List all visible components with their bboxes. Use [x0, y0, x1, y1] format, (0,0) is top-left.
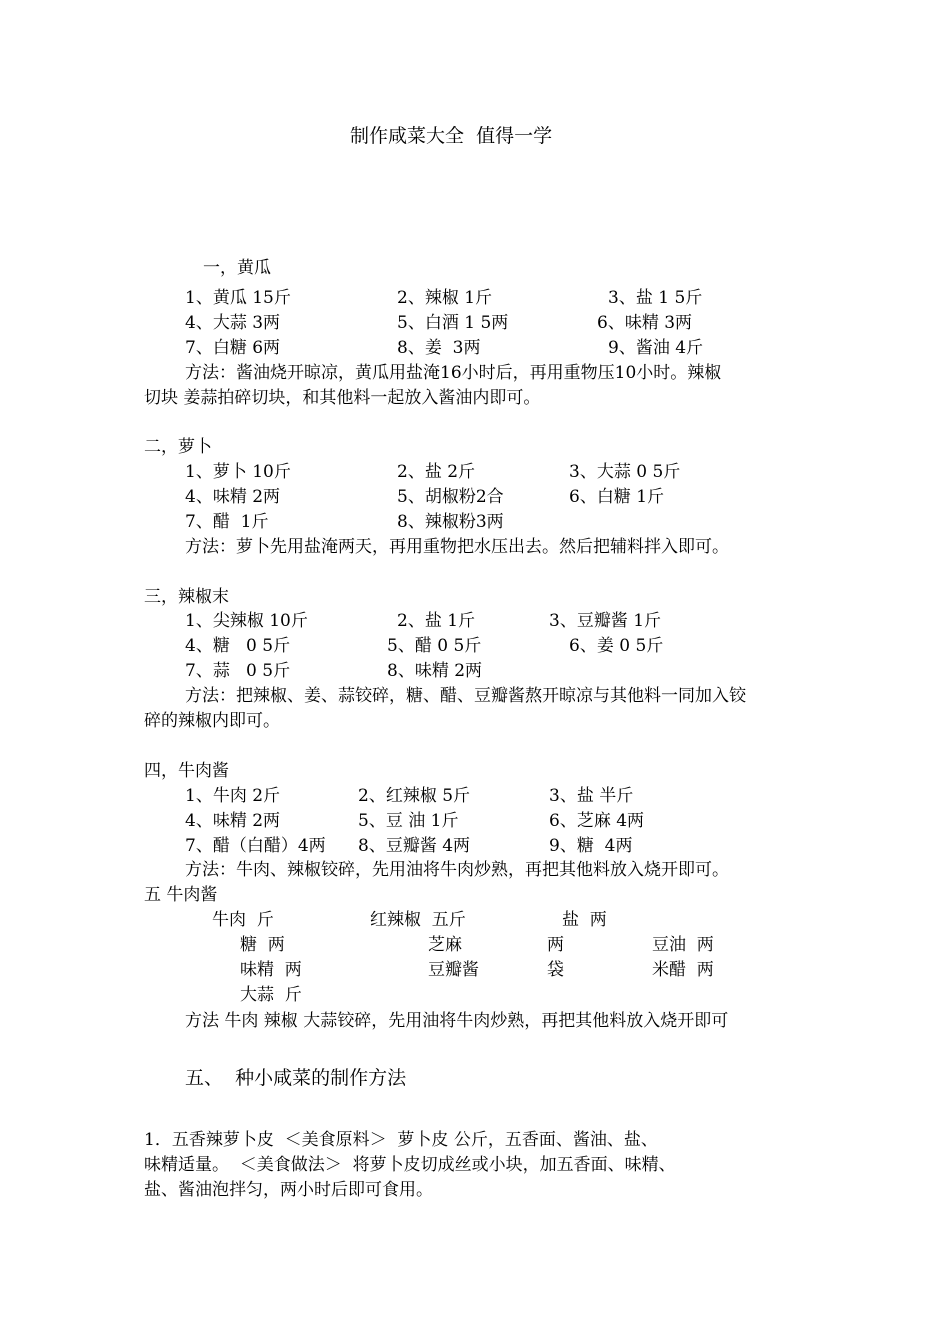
ingredient-item: 8、姜 3两 — [397, 338, 481, 358]
ingredient-item: 1、黄瓜 15斤 — [185, 288, 291, 308]
ingredient-item: 6、芝麻 4两 — [549, 811, 645, 831]
ingredient-item: 1、尖辣椒 10斤 — [185, 611, 308, 631]
ingredient-item: 3、盐 半斤 — [549, 786, 634, 806]
section-heading: 一，黄瓜 — [203, 258, 271, 278]
ingredient-item: 6、姜 0 5斤 — [569, 636, 664, 656]
ingredient-item: 两 — [547, 935, 564, 955]
section-heading: 五 牛肉酱 — [144, 885, 218, 905]
method-text: 方法：牛肉、辣椒铰碎，先用油将牛肉炒熟，再把其他料放入烧开即可。 — [185, 860, 729, 880]
ingredient-item: 6、白糖 1斤 — [569, 487, 665, 507]
ingredient-item: 红辣椒 五斤 — [370, 910, 466, 930]
recipe-text: 1．五香辣萝卜皮 ＜美食原料＞ 萝卜皮 公斤，五香面、酱油、盐、 — [144, 1130, 658, 1150]
ingredient-item: 糖 两 — [240, 935, 285, 955]
method-text: 方法：萝卜先用盐淹两天，再用重物把水压出去。然后把辅料拌入即可。 — [185, 537, 729, 557]
ingredient-item: 2、红辣椒 5斤 — [358, 786, 471, 806]
ingredient-item: 3、豆瓣酱 1斤 — [549, 611, 662, 631]
ingredient-item: 5、豆 油 1斤 — [358, 811, 459, 831]
ingredient-item: 6、味精 3两 — [597, 313, 693, 333]
ingredient-item: 2、辣椒 1斤 — [397, 288, 493, 308]
page-title: 制作咸菜大全 值得一学 — [350, 125, 553, 147]
ingredient-item: 5、胡椒粉2合 — [397, 487, 504, 507]
section-heading: 五、 种小咸菜的制作方法 — [185, 1067, 407, 1089]
ingredient-item: 盐 两 — [562, 910, 607, 930]
ingredient-item: 4、糖 0 5斤 — [185, 636, 291, 656]
ingredient-item: 7、蒜 0 5斤 — [185, 661, 291, 681]
ingredient-item: 豆瓣酱 — [428, 960, 479, 980]
recipe-text: 味精适量。 ＜美食做法＞ 将萝卜皮切成丝或小块，加五香面、味精、 — [144, 1155, 676, 1175]
ingredient-item: 2、盐 2斤 — [397, 462, 476, 482]
ingredient-item: 7、醋（白醋）4两 — [185, 836, 326, 856]
ingredient-item: 3、大蒜 0 5斤 — [569, 462, 681, 482]
method-text: 方法：把辣椒、姜、蒜铰碎，糖、醋、豆瓣酱熬开晾凉与其他料一同加入铰 — [185, 686, 746, 706]
ingredient-item: 9、酱油 4斤 — [608, 338, 704, 358]
ingredient-item: 米醋 两 — [652, 960, 714, 980]
ingredient-item: 4、大蒜 3两 — [185, 313, 281, 333]
ingredient-item: 9、糖 4两 — [549, 836, 633, 856]
method-text: 方法：酱油烧开晾凉，黄瓜用盐淹16小时后，再用重物压10小时。辣椒 — [185, 363, 722, 383]
ingredient-item: 8、豆瓣酱 4两 — [358, 836, 471, 856]
recipe-text: 盐、酱油泡拌匀，两小时后即可食用。 — [144, 1180, 433, 1200]
ingredient-item: 1、萝卜 10斤 — [185, 462, 291, 482]
ingredient-item: 牛肉 斤 — [212, 910, 274, 930]
ingredient-item: 袋 — [547, 960, 564, 980]
ingredient-item: 5、醋 0 5斤 — [387, 636, 482, 656]
ingredient-item: 味精 两 — [240, 960, 302, 980]
ingredient-item: 7、醋 1斤 — [185, 512, 269, 532]
ingredient-item: 7、白糖 6两 — [185, 338, 281, 358]
section-heading: 二，萝卜 — [144, 437, 212, 457]
section-heading: 四，牛肉酱 — [144, 761, 229, 781]
ingredient-item: 8、味精 2两 — [387, 661, 483, 681]
method-text: 方法 牛肉 辣椒 大蒜铰碎，先用油将牛肉炒熟，再把其他料放入烧开即可 — [185, 1011, 729, 1031]
ingredient-item: 1、牛肉 2斤 — [185, 786, 281, 806]
ingredient-item: 大蒜 斤 — [240, 985, 302, 1005]
method-text: 切块 姜蒜拍碎切块，和其他料一起放入酱油内即可。 — [144, 388, 541, 408]
method-text: 碎的辣椒内即可。 — [144, 711, 280, 731]
ingredient-item: 豆油 两 — [652, 935, 714, 955]
ingredient-item: 2、盐 1斤 — [397, 611, 476, 631]
section-heading: 三，辣椒末 — [144, 587, 229, 607]
ingredient-item: 4、味精 2两 — [185, 811, 281, 831]
ingredient-item: 5、白酒 1 5两 — [397, 313, 509, 333]
ingredient-item: 芝麻 — [428, 935, 462, 955]
ingredient-item: 4、味精 2两 — [185, 487, 281, 507]
ingredient-item: 3、盐 1 5斤 — [608, 288, 703, 308]
ingredient-item: 8、辣椒粉3两 — [397, 512, 504, 532]
